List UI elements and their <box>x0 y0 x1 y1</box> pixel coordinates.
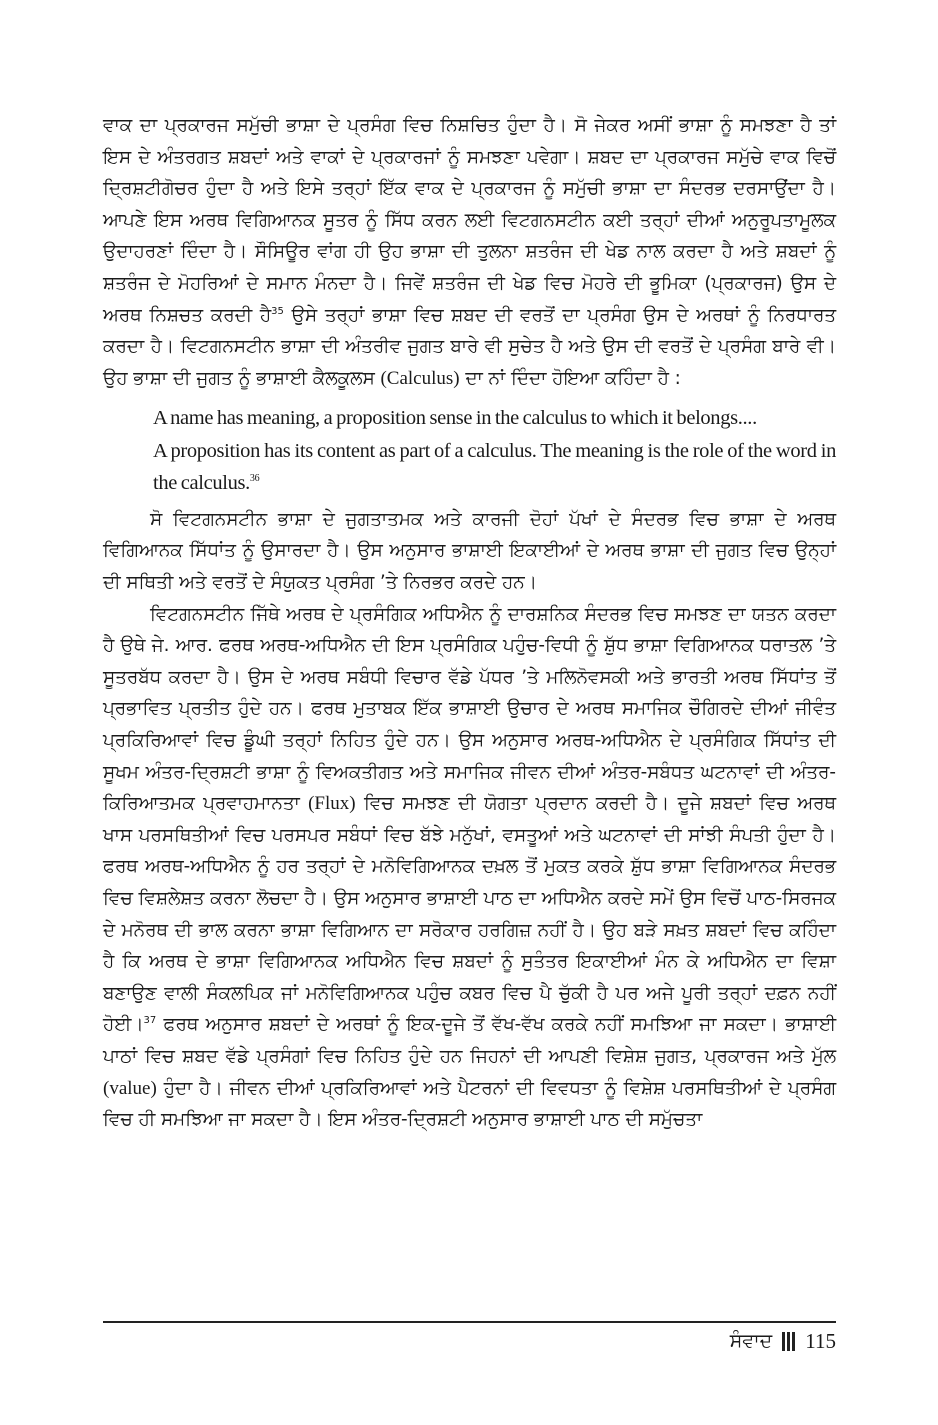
page-body <box>103 110 836 1136</box>
paragraph-1-text-a: ਵਾਕ ਦਾ ਪ੍ਰਕਾਰਜ ਸਮੁੱਚੀ ਭਾਸ਼ਾ ਦੇ ਪ੍ਰਸੰਗ ਵਿਚ ਨਿਸ਼ਚਿਤ ਹੁੰਦਾ ਹੈ। ਸੋ ਜੇਕਰ ਅਸੀਂ ਭਾਸ਼ਾ ਨੂੰ ਸਮਝਣਾ ਹੈ ਤਾਂ ਇਸ ਦੇ ਅੰਤਰਗਤ ਸ਼ਬਦਾਂ ਅਤੇ ਵਾਕਾਂ ਦੇ ਪ੍ਰਕਾਰਜਾਂ ਨੂੰ ਸਮਝਣਾ ਪਵੇਗਾ। ਸ਼ਬਦ ਦਾ ਪ੍ਰਕਾਰਜ ਸਮੁੱਚੇ ਵਾਕ ਵਿਚੋਂ ਦ੍ਰਿਸ਼ਟੀਗੋਚਰ ਹੁੰਦਾ ਹੈ ਅਤੇ ਇਸੇ ਤਰ੍ਹਾਂ ਇੱਕ ਵਾਕ ਦੇ ਪ੍ਰਕਾਰਜ ਨੂੰ ਸਮੁੱਚੀ ਭਾਸ਼ਾ ਦਾ ਸੰਦਰਭ ਦਰਸਾਉਂਦਾ ਹੈ। ਆਪਣੇ ਇਸ ਅਰਥ ਵਿਗਿਆਨਕ ਸੂਤਰ ਨੂੰ ਸਿੱਧ ਕਰਨ ਲਈ ਵਿਟਗਨਸਟੀਨ ਕਈ ਤਰ੍ਹਾਂ ਦੀਆਂ ਅਨੁਰੂਪਤਾਮੂਲਕ ਉਦਾਹਰਣਾਂ ਦਿੰਦਾ ਹੈ। ਸੌਸਿਊਰ ਵਾਂਗ ਹੀ ਉਹ ਭਾਸ਼ਾ ਦੀ ਤੁਲਨਾ ਸ਼ਤਰੰਜ ਦੀ ਖੇਡ ਨਾਲ ਕਰਦਾ ਹੈ ਅਤੇ ਸ਼ਬਦਾਂ ਨੂੰ ਸ਼ਤਰੰਜ ਦੇ ਮੋਹਰਿਆਂ ਦੇ ਸਮਾਨ ਮੰਨਦਾ ਹੈ। ਜਿਵੇਂ ਸ਼ਤਰੰਜ ਦੀ ਖੇਡ ਵਿਚ ਮੋਹਰੇ ਦੀ ਭੂਮਿਕਾ (ਪ੍ਰਕਾਰਜ) ਉਸ ਦੇ ਅਰਥ ਨਿਸ਼ਚਤ ਕਰਦੀ ਹੈ <box>103 115 836 326</box>
paragraph-1-text-c: ਦਾ ਨਾਂ ਦਿੰਦਾ ਹੋਇਆ ਕਹਿੰਦਾ ਹੈ : <box>459 367 681 389</box>
paragraph-2: ਸੋ ਵਿਟਗਨਸਟੀਨ ਭਾਸ਼ਾ ਦੇ ਜੁਗਤਾਤਮਕ ਅਤੇ ਕਾਰਜੀ ਦੋਹਾਂ ਪੱਖਾਂ ਦੇ ਸੰਦਰਭ ਵਿਚ ਭਾਸ਼ਾ ਦੇ ਅਰਥ ਵਿਗਿਆਨਕ ਸਿੱਧਾਂਤ ਨੂੰ ਉਸਾਰਦਾ ਹੈ। ਉਸ ਅਨੁਸਾਰ ਭਾਸ਼ਾਈ ਇਕਾਈਆਂ ਦੇ ਅਰਥ ਭਾਸ਼ਾ ਦੀ ਜੁਗਤ ਵਿਚ ਉਨ੍ਹਾਂ ਦੀ ਸਥਿਤੀ ਅਤੇ ਵਰਤੋਂ ਦੇ ਸੰਯੁਕਤ ਪ੍ਰਸੰਗ ’ਤੇ ਨਿਰਭਰ ਕਰਦੇ ਹਨ। <box>103 508 836 594</box>
quote-line-2 <box>153 435 836 500</box>
quote-line-1: A name has meaning, a proposition sense in the calculus to which it belongs.... <box>153 407 757 430</box>
block-quote <box>103 402 836 500</box>
footer-rule <box>103 1321 836 1323</box>
footnote-ref-37: 37 <box>143 1015 157 1027</box>
page-number: 115 <box>805 1329 836 1353</box>
footnote-ref-35: 35 <box>271 305 284 317</box>
paragraph-1 <box>103 110 836 394</box>
paragraph-3-text-b: ਵਿਚ ਸਮਝਣ ਦੀ ਯੋਗਤਾ ਪ੍ਰਦਾਨ ਕਰਦੀ ਹੈ। ਦੂਜੇ ਸ਼ਬਦਾਂ ਵਿਚ ਅਰਥ ਖਾਸ ਪਰਸਥਿਤੀਆਂ ਵਿਚ ਪਰਸਪਰ ਸਬੰਧਾਂ ਵਿਚ ਬੱਝੇ ਮਨੁੱਖਾਂ, ਵਸਤੂਆਂ ਅਤੇ ਘਟਨਾਵਾਂ ਦੀ ਸਾਂਝੀ ਸੰਪਤੀ ਹੁੰਦਾ ਹੈ। ਫਰਥ ਅਰਥ-ਅਧਿਐਨ ਨੂੰ ਹਰ ਤਰ੍ਹਾਂ ਦੇ ਮਨੋਵਿਗਿਆਨਕ ਦਖ਼ਲ ਤੋਂ ਮੁਕਤ ਕਰਕੇ ਸ਼ੁੱਧ ਭਾਸ਼ਾ ਵਿਗਿਆਨਕ ਸੰਦਰਭ ਵਿਚ ਵਿਸ਼ਲੇਸ਼ਤ ਕਰਨਾ ਲੋਚਦਾ ਹੈ। ਉਸ ਅਨੁਸਾਰ ਭਾਸ਼ਾਈ ਪਾਠ ਦਾ ਅਧਿਐਨ ਕਰਦੇ ਸਮੇਂ ਉਸ ਵਿਚੋਂ ਪਾਠ-ਸਿਰਜਕ ਦੇ ਮਨੋਰਥ ਦੀ ਭਾਲ ਕਰਨਾ ਭਾਸ਼ਾ ਵਿਗਿਆਨ ਦਾ ਸਰੋਕਾਰ ਹਰਗਿਜ਼ ਨਹੀਂ ਹੈ। ਉਹ ਬੜੇ ਸਖ਼ਤ ਸ਼ਬਦਾਂ ਵਿਚ ਕਹਿੰਦਾ ਹੈ ਕਿ ਅਰਥ ਦੇ ਭਾਸ਼ਾ ਵਿਗਿਆਨਕ ਅਧਿਐਨ ਵਿਚ ਸ਼ਬਦਾਂ ਨੂੰ ਸੁਤੰਤਰ ਇਕਾਈਆਂ ਮੰਨ ਕੇ ਅਧਿਐਨ ਦਾ ਵਿਸ਼ਾ ਬਣਾਉਣ ਵਾਲੀ ਸੰਕਲਪਿਕ ਜਾਂ ਮਨੋਵਿਗਿਆਨਕ ਪਹੁੰਚ ਕਬਰ ਵਿਚ ਪੈ ਚੁੱਕੀ ਹੈ ਪਰ ਅਜੇ ਪੂਰੀ ਤਰ੍ਹਾਂ ਦਫ਼ਨ ਨਹੀਂ ਹੋਈ। <box>103 793 837 1036</box>
journal-name: ਸੰਵਾਦ <box>729 1330 773 1352</box>
paragraph-3-text-c: ਫਰਥ ਅਨੁਸਾਰ ਸ਼ਬਦਾਂ ਦੇ ਅਰਥਾਂ ਨੂੰ ਇਕ-ਦੂਜੇ ਤੋਂ ਵੱਖ-ਵੱਖ ਕਰਕੇ ਨਹੀਂ ਸਮਝਿਆ ਜਾ ਸਕਦਾ। ਭਾਸ਼ਾਈ ਪਾਠਾਂ ਵਿਚ ਸ਼ਬਦ ਵੱਡੇ ਪ੍ਰਸੰਗਾਂ ਵਿਚ ਨਿਹਿਤ ਹੁੰਦੇ ਹਨ ਜਿਹਨਾਂ ਦੀ ਆਪਣੀ ਵਿਸ਼ੇਸ਼ ਜੁਗਤ, ਪ੍ਰਕਾਰਜ ਅਤੇ ਮੁੱਲ <box>103 1014 836 1067</box>
paragraph-3-text-d: ਹੁੰਦਾ ਹੈ। ਜੀਵਨ ਦੀਆਂ ਪ੍ਰਕਿਰਿਆਵਾਂ ਅਤੇ ਪੈਟਰਨਾਂ ਦੀ ਵਿਵਧਤਾ ਨੂੰ ਵਿਸ਼ੇਸ਼ ਪਰਸਥਿਤੀਆਂ ਦੇ ਪ੍ਰਸੰਗ ਵਿਚ ਹੀ ਸਮਝਿਆ ਜਾ ਸਕਦਾ ਹੈ। ਇਸ ਅੰਤਰ-ਦ੍ਰਿਸ਼ਟੀ ਅਨੁਸਾਰ ਭਾਸ਼ਾਈ ਪਾਠ ਦੀ ਸਮੁੱਚਤਾ <box>103 1077 836 1131</box>
paragraph-3-text-a: ਵਿਟਗਨਸਟੀਨ ਜਿੱਥੇ ਅਰਥ ਦੇ ਪ੍ਰਸੰਗਿਕ ਅਧਿਐਨ ਨੂੰ ਦਾਰਸ਼ਨਿਕ ਸੰਦਰਭ ਵਿਚ ਸਮਝਣ ਦਾ ਯਤਨ ਕਰਦਾ ਹੈ ਉਥੇ ਜੇ. ਆਰ. ਫਰਥ ਅਰਥ-ਅਧਿਐਨ ਦੀ ਇਸ ਪ੍ਰਸੰਗਿਕ ਪਹੁੰਚ-ਵਿਧੀ ਨੂੰ ਸ਼ੁੱਧ ਭਾਸ਼ਾ ਵਿਗਿਆਨਕ ਧਰਾਤਲ ’ਤੇ ਸੂਤਰਬੱਧ ਕਰਦਾ ਹੈ। ਉਸ ਦੇ ਅਰਥ ਸਬੰਧੀ ਵਿਚਾਰ ਵੱਡੇ ਪੱਧਰ ’ਤੇ ਮਲਿਨੋਵਸਕੀ ਅਤੇ ਭਾਰਤੀ ਅਰਥ ਸਿੱਧਾਂਤ ਤੋਂ ਪ੍ਰਭਾਵਿਤ ਪ੍ਰਤੀਤ ਹੁੰਦੇ ਹਨ। ਫਰਥ ਮੁਤਾਬਕ ਇੱਕ ਭਾਸ਼ਾਈ ਉਚਾਰ ਦੇ ਅਰਥ ਸਮਾਜਿਕ ਚੌਗਿਰਦੇ ਦੀਆਂ ਜੀਵੰਤ ਪ੍ਰਕਿਰਿਆਵਾਂ ਵਿਚ ਡੂੰਘੀ ਤਰ੍ਹਾਂ ਨਿਹਿਤ ਹੁੰਦੇ ਹਨ। ਉਸ ਅਨੁਸਾਰ ਅਰਥ-ਅਧਿਐਨ ਦੇ ਪ੍ਰਸੰਗਿਕ ਸਿੱਧਾਂਤ ਦੀ ਸੂਖਮ ਅੰਤਰ-ਦ੍ਰਿਸ਼ਟੀ ਭਾਸ਼ਾ ਨੂੰ ਵਿਅਕਤੀਗਤ ਅਤੇ ਸਮਾਜਿਕ ਜੀਵਨ ਦੀਆਂ ਅੰਤਰ-ਸਬੰਧਤ ਘਟਨਾਵਾਂ ਦੀ ਅੰਤਰ-ਕਿਰਿਆਤਮਕ ਪ੍ਰਵਾਹਮਾਨਤਾ <box>103 603 836 815</box>
term-value: (value) <box>103 1077 157 1099</box>
paragraph-1-text-b: ਉਸੇ ਤਰ੍ਹਾਂ ਭਾਸ਼ਾ ਵਿਚ ਸ਼ਬਦ ਦੀ ਵਰਤੋਂ ਦਾ ਪ੍ਰਸੰਗ ਉਸ ਦੇ ਅਰਥਾਂ ਨੂੰ ਨਿਰਧਾਰਤ ਕਰਦਾ ਹੈ। ਵਿਟਗਨਸਟੀਨ ਭਾਸ਼ਾ ਦੀ ਅੰਤਰੀਵ ਜੁਗਤ ਬਾਰੇ ਵੀ ਸੁਚੇਤ ਹੈ ਅਤੇ ਉਸ ਦੀ ਵਰਤੋਂ ਦੇ ਪ੍ਰਸੰਗ ਬਾਰੇ ਵੀ। ਉਹ ਭਾਸ਼ਾ ਦੀ ਜੁਗਤ ਨੂੰ ਭਾਸ਼ਾਈ ਕੈਲਕੂਲਸ <box>103 304 836 389</box>
page-footer <box>730 1326 836 1356</box>
quote-line-2-text: A proposition has its content as part of a calculus. The meaning is the role of the word in the calculus. <box>153 439 836 495</box>
separator-bars-icon <box>782 1331 795 1351</box>
term-calculus: (Calculus) <box>380 367 460 389</box>
paragraph-3 <box>103 599 836 1136</box>
term-flux: (Flux) <box>308 793 356 815</box>
footnote-ref-36: 36 <box>249 473 260 485</box>
